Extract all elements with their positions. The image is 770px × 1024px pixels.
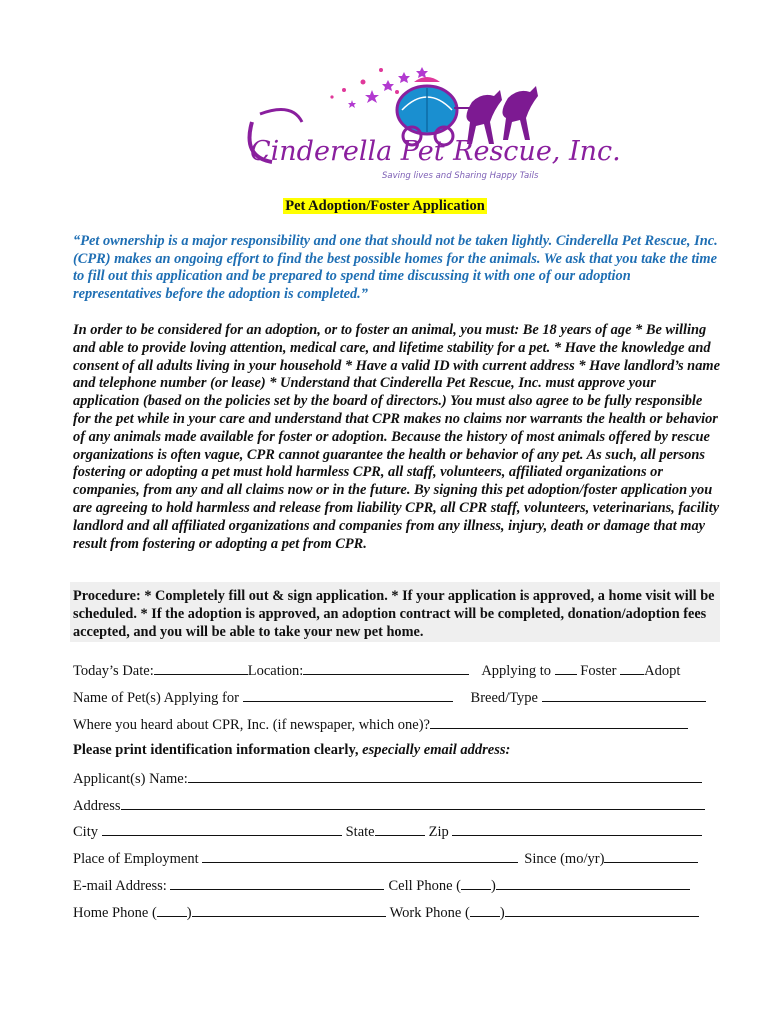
- procedure-box: Procedure: * Completely fill out & sign application. * If your application is approved, a home visit will be scheduled. * If the adoption is approved, an adoption contract will be completed, donation/adoption fees accepted, and you will be able to take your new pet home.: [70, 582, 720, 642]
- home-area-code-field[interactable]: [157, 903, 187, 917]
- breed-type-field[interactable]: [542, 688, 706, 702]
- zip-field[interactable]: [452, 822, 702, 836]
- state-field[interactable]: [375, 822, 425, 836]
- intro-quote: “Pet ownership is a major responsibility and one that should not be taken lightly. Cinderella Pet Rescue, Inc. (CPR) makes an ongoing effort to find the best possible homes for the animals. We ask that you take the time to fill out this application and be prepared to spend time discussing it with one of our adoption representatives before the adoption is completed.”: [73, 233, 718, 302]
- form-row-address: [73, 796, 705, 815]
- employment-label: Place of Employment: [73, 851, 199, 867]
- work-phone-field[interactable]: [505, 903, 699, 917]
- logo-brand-text: Cinderella Pet Rescue, Inc.: [250, 136, 621, 167]
- cell-area-close: ): [490, 878, 496, 894]
- foster-label: Foster: [580, 663, 617, 679]
- print-notice-text: Please print identification information clearly,: [73, 742, 359, 758]
- form-row-pet: [73, 688, 706, 707]
- foster-checkbox[interactable]: [555, 661, 577, 675]
- applicant-names-field[interactable]: [188, 769, 702, 783]
- form-row-applicant: [73, 769, 702, 788]
- form-row-phones: [73, 903, 699, 922]
- form-row-employment: [73, 849, 698, 868]
- page-title: [0, 197, 770, 215]
- home-area-close: ): [186, 905, 192, 921]
- employment-field[interactable]: [202, 849, 518, 863]
- todays-date-label: Today’s Date:: [73, 663, 154, 679]
- cell-phone-field[interactable]: [496, 876, 690, 890]
- location-field[interactable]: [303, 661, 469, 675]
- email-field[interactable]: [170, 876, 384, 890]
- cell-area-code-field[interactable]: [461, 876, 491, 890]
- pet-names-field[interactable]: [243, 688, 453, 702]
- city-field[interactable]: [102, 822, 342, 836]
- cell-phone-label: Cell Phone: [388, 878, 453, 894]
- form-row-date-location: [73, 661, 680, 680]
- adopt-label: Adopt: [644, 663, 681, 679]
- cinderella-pet-rescue-logo: [232, 62, 621, 184]
- print-notice: [73, 742, 510, 759]
- heard-about-label: Where you heard about CPR, Inc. (if newspaper, which one)?: [73, 717, 430, 733]
- page-title-text: Pet Adoption/Foster Application: [285, 198, 485, 214]
- breed-type-label: Breed/Type: [470, 690, 538, 706]
- city-label: City: [73, 824, 98, 840]
- address-label: Address: [73, 798, 121, 814]
- pet-names-label: Name of Pet(s) Applying for: [73, 690, 239, 706]
- home-phone-field[interactable]: [192, 903, 386, 917]
- heard-about-field[interactable]: [430, 715, 688, 729]
- applying-to-label: Applying to: [481, 663, 551, 679]
- form-row-city: [73, 822, 702, 841]
- form-row-email-cell: [73, 876, 690, 895]
- since-label: Since (mo/yr): [524, 851, 605, 867]
- work-phone-label: Work Phone: [389, 905, 462, 921]
- work-area-close: ): [499, 905, 505, 921]
- since-field[interactable]: [604, 849, 698, 863]
- home-phone-label: Home Phone: [73, 905, 149, 921]
- email-label: E-mail Address:: [73, 878, 167, 894]
- work-area-code-field[interactable]: [470, 903, 500, 917]
- address-field[interactable]: [121, 796, 705, 810]
- cell-area-open: (: [456, 878, 461, 894]
- zip-label: Zip: [428, 824, 449, 840]
- work-area-open: (: [464, 905, 470, 921]
- applicant-names-label: Applicant(s) Name:: [73, 771, 188, 787]
- location-label: Location:: [247, 663, 304, 679]
- print-notice-emphasis: especially email address:: [362, 742, 511, 758]
- adopt-checkbox[interactable]: [620, 661, 644, 675]
- requirements-paragraph: In order to be considered for an adoption, or to foster an animal, you must: Be 18 years of age * Be willing and able to provide loving attention, medical care, and lifetime stability for a pet. * Have the knowledge and consent of all adults living in your household * Have a valid ID with current address * Have landlord’s name and telephone number (or lease) * Understand that Cinderella Pet Rescue, Inc. must approve your application (based on the policies set by the board of directors.) You must also agree to be fully responsible for the pet while in your care and understand that CPR makes no claims nor warrants the health or behavior of any animals made available for foster or adoption. Because the history of most animals offered by rescue organizations is often vague, CPR cannot guarantee the health or behavior of any pet. As such, all persons fostering or adopting a pet must hold harmless CPR, all staff, volunteers, affiliated organizations or companies, from any and all claims now or in the future. By signing this pet adoption/foster application you are agreeing to hold harmless and release from liability CPR, all CPR staff, volunteers, veterinarians, facility landlord and all affiliated organizations and companies from any illness, injury, death or damage that may result from fostering or adopting a pet from CPR.: [73, 322, 720, 552]
- todays-date-field[interactable]: [154, 661, 248, 675]
- logo-tagline: Saving lives and Sharing Happy Tails: [382, 171, 539, 181]
- form-row-heard: [73, 715, 688, 734]
- state-label: State: [345, 824, 375, 840]
- home-area-open: (: [151, 905, 157, 921]
